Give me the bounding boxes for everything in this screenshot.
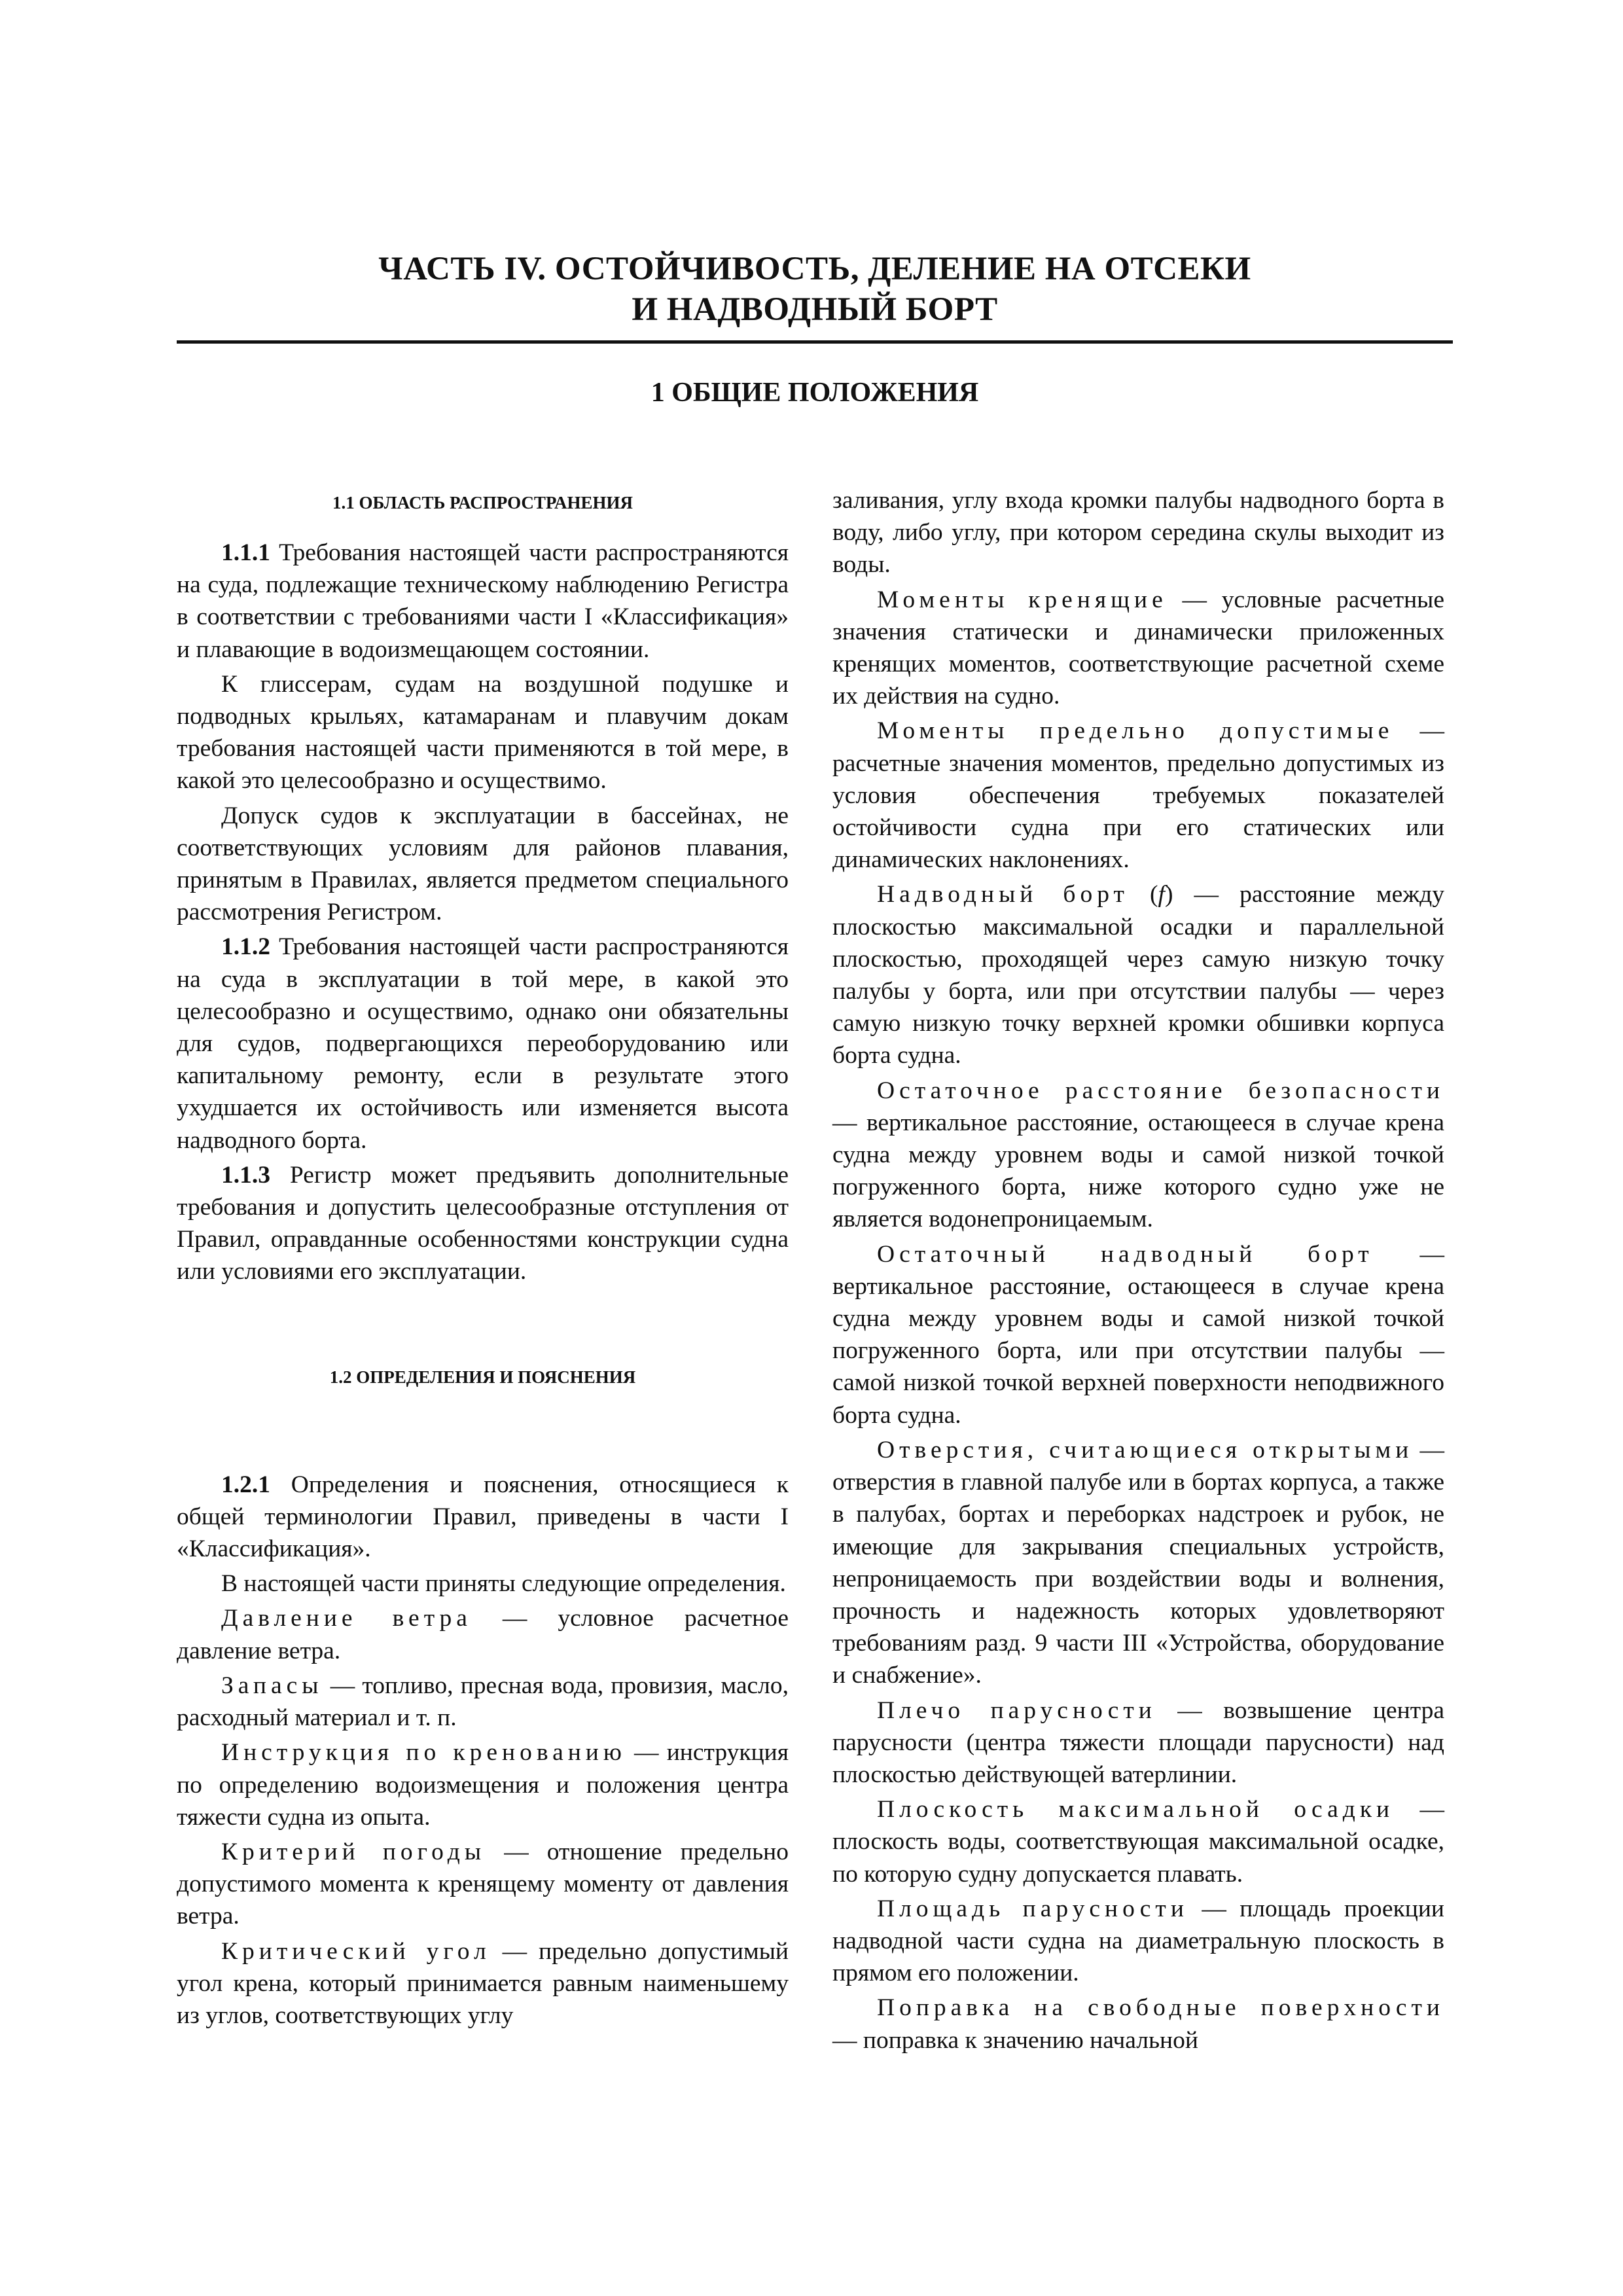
- definition-text: — расстояние между плоскостью максимальной осадки и параллельной плоскостью, проходящей через самую низкую точку палубы у борта, или при отсутствии палубы — через самую низкую точку верхней кромки обшивки корпуса борта судна.: [832, 881, 1444, 1069]
- paragraph-1-1-2: [177, 931, 789, 1156]
- definition-text: — условные расчетные значения статически и динамически приложенных кренящих моментов, соответствующие расчетной схеме их действия на судно.: [832, 586, 1444, 710]
- definition-text: — вертикальное расстояние, остающееся в случае крена судна между уровнем воды и самой низкой точкой погруженного борта, или при отсутствии палубы — самой низкой точкой верхней поверхности неподвижного борта судна.: [832, 1240, 1444, 1429]
- left-column: [177, 486, 789, 2034]
- definition-term: Плоскость максимальной осадки: [877, 1796, 1395, 1823]
- definition-windage-lever: [832, 1695, 1444, 1791]
- definition-weather-criterion: [177, 1836, 789, 1933]
- symbol-close: ): [1164, 881, 1173, 908]
- definition-term: Остаточное расстояние безопасности: [877, 1077, 1444, 1104]
- definition-term: Отверстия, считающиеся открытыми: [877, 1436, 1414, 1463]
- definition-text: — предельно допустимый угол крена, который принимается равным наименьшему из углов, соответствующих углу: [177, 1937, 789, 2029]
- subsection-heading-1-1: 1.1 ОБЛАСТЬ РАСПРОСТРАНЕНИЯ: [332, 493, 633, 512]
- paragraph-1-2-1: [177, 1469, 789, 1566]
- part-title: [177, 249, 1453, 330]
- definition-heeling-moments: [832, 584, 1444, 713]
- definition-text: — площадь проекции надводной части судна на диаметральную плоскость в прямом его положении.: [832, 1895, 1444, 1987]
- definition-term: Моменты кренящие: [877, 586, 1168, 613]
- definition-text: — расчетные значения моментов, предельно допустимых из условия обеспечения требуемых показателей остойчивости судна при его статических или динамических наклонениях.: [832, 717, 1444, 874]
- clause-number: 1.1.1: [221, 539, 270, 566]
- part-title-line-2: И НАДВОДНЫЙ БОРТ: [632, 291, 998, 328]
- definition-text: — отношение предельно допустимого момента к кренящему моменту от давления ветра.: [177, 1838, 789, 1930]
- definition-term: Моменты предельно допустимые: [877, 717, 1394, 745]
- definition-term: Поправка на свободные поверхности: [877, 1994, 1444, 2022]
- definition-text: — поправка к значению начальной: [832, 2026, 1198, 2054]
- definition-text: — инструкция по определению водоизмещения и положения центра тяжести судна из опыта.: [177, 1739, 789, 1831]
- clause-number: 1.1.2: [221, 933, 270, 961]
- freeboard-symbol: f: [1158, 881, 1165, 908]
- definition-wind-pressure: [177, 1602, 789, 1666]
- definition-text: — условное расчетное давление ветра.: [177, 1605, 789, 1664]
- paragraph-1-1-1-c: Допуск судов к эксплуатации в бассейнах, не соответствующих условиям для районов плавания, принятым в Правилах, является предметом специального рассмотрения Регистром.: [177, 802, 789, 926]
- definition-windage-area: [832, 1893, 1444, 1990]
- title-divider: [177, 340, 1453, 344]
- definition-term: Давление ветра: [221, 1605, 472, 1632]
- definition-text: — возвышение центра парусности (центра тяжести площади парусности) над плоскостью действующей ватерлинии.: [832, 1696, 1444, 1788]
- paragraph-1-1-1: [177, 537, 789, 666]
- symbol-open: (: [1128, 881, 1158, 908]
- clause-number: 1.2.1: [221, 1471, 270, 1498]
- definition-text: — отверстия в главной палубе или в бортах корпуса, а также в палубах, бортах и переборках надстроек и рубок, не имеющие для закрывания специальных устройств, непроницаемость при воздействии воды и волнения, прочность и надежность которых удовлетворяют требованиям разд. 9 части III «Устройства, оборудование и снабжение».: [832, 1436, 1445, 1689]
- definition-free-surface-correction: [832, 1992, 1444, 2056]
- section-title: 1 ОБЩИЕ ПОЛОЖЕНИЯ: [651, 378, 979, 408]
- subsection-heading-1-2: 1.2 ОПРЕДЕЛЕНИЯ И ПОЯСНЕНИЯ: [329, 1367, 636, 1387]
- definition-term: Площадь парусности: [877, 1895, 1188, 1922]
- definition-supplies: [177, 1670, 789, 1734]
- definition-term: Критический угол: [221, 1937, 491, 1965]
- definition-max-draught-plane: [832, 1793, 1444, 1890]
- definition-term: Инструкция по кренованию: [221, 1739, 626, 1767]
- definition-term: Остаточный надводный борт: [877, 1240, 1374, 1268]
- clause-text: Определения и пояснения, относящиеся к общей терминологии Правил, приведены в части I «Классификация».: [177, 1471, 789, 1563]
- definition-critical-angle: [177, 1935, 789, 2032]
- definition-text: — вертикальное расстояние, остающееся в случае крена судна между уровнем воды и самой низкой точкой погруженного борта, ниже которого судно уже не является водонепроницаемым.: [832, 1109, 1444, 1233]
- part-title-line-1: ЧАСТЬ IV. ОСТОЙЧИВОСТЬ, ДЕЛЕНИЕ НА ОТСЕКИ: [378, 251, 1251, 287]
- clause-text: Требования настоящей части распространяются на суда в эксплуатации в той мере, в какой это целесообразно и осуществимо, однако они обязательны для судов, подвергающихся переоборудованию или капитальному ремонту, если в результате этого ухудшается их остойчивость или изменяется высота надводного борта.: [177, 933, 789, 1154]
- clause-text: Требования настоящей части распространяются на суда, подлежащие техническому наблюдению Регистра в соответствии с требованиями части I «Классификация» и плавающие в водоизмещающем состоянии.: [177, 539, 789, 663]
- definition-residual-safety-distance: [832, 1075, 1444, 1236]
- definition-residual-freeboard: [832, 1238, 1444, 1431]
- paragraph-1-2-1-b: В настоящей части приняты следующие определения.: [221, 1570, 786, 1598]
- paragraph-1-1-3: [177, 1159, 789, 1288]
- right-column: [832, 484, 1444, 2059]
- definition-term: Критерий погоды: [221, 1838, 486, 1865]
- definition-critical-angle-continued: заливания, углу входа кромки палубы надводного борта в воду, либо углу, при котором середина скулы выходит из воды.: [832, 487, 1444, 579]
- definition-term: Надводный борт: [877, 881, 1129, 908]
- definition-text: — топливо, пресная вода, провизия, масло, расходный материал и т. п.: [177, 1672, 789, 1732]
- definition-freeboard: [832, 878, 1444, 1071]
- paragraph-1-1-1-b: К глиссерам, судам на воздушной подушке и подводных крыльях, катамаранам и плавучим докам требования настоящей части применяются в той мере, в какой это целесообразно и осуществимо.: [177, 670, 789, 795]
- definition-text: — плоскость воды, соответствующая максимальной осадке, по которую судну допускается плавать.: [832, 1796, 1444, 1888]
- definition-term: Запасы: [221, 1672, 323, 1699]
- definition-inclining-instruction: [177, 1736, 789, 1833]
- definition-term: Плечо парусности: [877, 1696, 1156, 1724]
- clause-number: 1.1.3: [221, 1161, 270, 1189]
- clause-text: Регистр может предъявить дополнительные требования и допустить целесообразные отступления от Правил, оправданные особенностями конструкции судна или условиями его эксплуатации.: [177, 1161, 789, 1285]
- definition-open-openings: [832, 1434, 1444, 1692]
- definition-permissible-moments: [832, 715, 1444, 876]
